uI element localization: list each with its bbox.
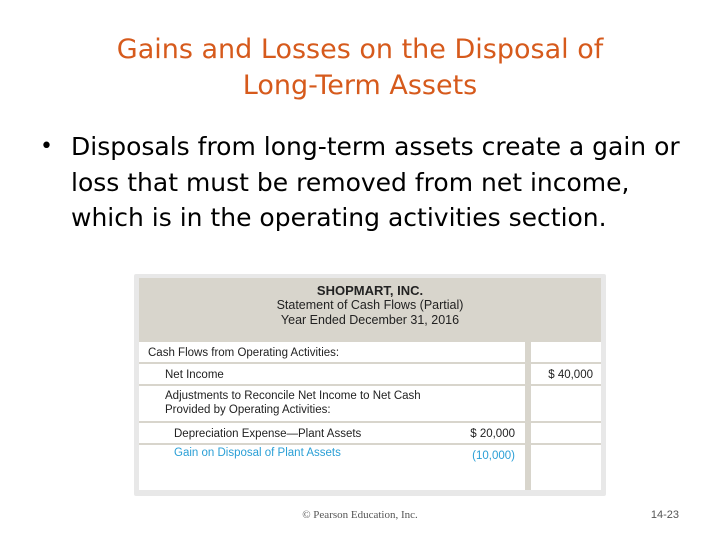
- column-divider: [525, 340, 531, 490]
- statement-period: Year Ended December 31, 2016: [280, 313, 460, 327]
- table-row: [139, 342, 601, 362]
- bullet-icon: •: [40, 134, 53, 159]
- row-value: $ 40,000: [548, 369, 593, 381]
- table-row: [139, 445, 601, 490]
- row-label-line-1: Adjustments to Reconcile Net Income to Net Cash: [165, 390, 421, 402]
- row-label: Depreciation Expense—Plant Assets: [174, 428, 362, 440]
- page-number: 14-23: [650, 509, 679, 521]
- bullet-text: Disposals from long-term assets create a gain or loss that must be removed from net income, which is in the operating activities section.: [71, 132, 680, 232]
- row-label: Gain on Disposal of Plant Assets: [174, 447, 341, 459]
- slide-title: [0, 32, 720, 104]
- row-value: $ 20,000: [470, 428, 515, 440]
- statement-subtitle: Statement of Cash Flows (Partial): [276, 298, 464, 312]
- company-name: SHOPMART, INC.: [316, 283, 424, 298]
- statement-header: [139, 278, 601, 340]
- row-label-line-2: Provided by Operating Activities:: [165, 404, 331, 416]
- row-value: (10,000): [472, 450, 515, 462]
- copyright-footer: © Pearson Education, Inc.: [302, 509, 418, 521]
- slide-title-line-1: Gains and Losses on the Disposal of: [116, 34, 604, 65]
- table-row: [139, 423, 601, 443]
- table-row: [139, 364, 601, 384]
- row-label: Net Income: [165, 369, 224, 381]
- table-row: [139, 386, 601, 421]
- slide-title-line-2: Long-Term Assets: [242, 70, 478, 101]
- cash-flow-statement: [139, 278, 601, 490]
- row-label: Cash Flows from Operating Activities:: [148, 347, 340, 359]
